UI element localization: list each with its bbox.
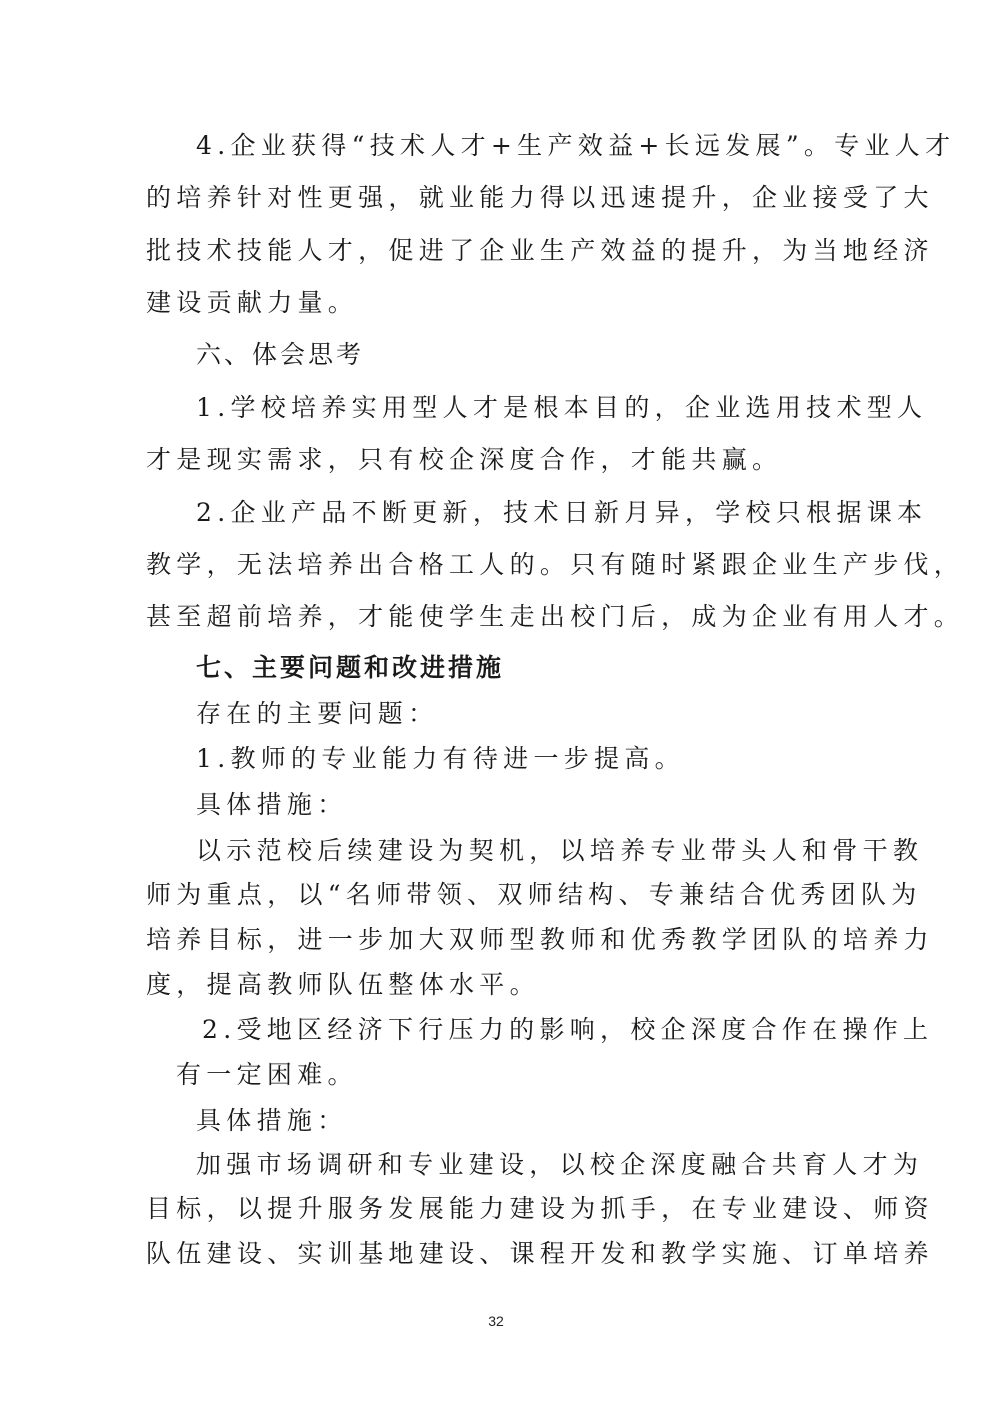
paragraph-line: 具体措施：: [196, 1106, 348, 1135]
paragraph-line: 加强市场调研和专业建设，以校企深度融合共育人才为: [196, 1150, 924, 1179]
paragraph-line: 有一定困难。: [176, 1060, 358, 1089]
paragraph-line: 存在的主要问题：: [196, 699, 439, 728]
paragraph-line: 才是现实需求，只有校企深度合作，才能共赢。: [146, 445, 783, 474]
paragraph-line: 4.企业获得“技术人才+生产效益+长远发展”。专业人才: [196, 131, 956, 160]
paragraph-line: 师为重点，以“名师带领、双师结构、专兼结合优秀团队为: [146, 880, 922, 909]
section-heading: 六、体会思考: [196, 340, 365, 369]
paragraph-line: 建设贡献力量。: [146, 288, 359, 317]
paragraph-line: 2.受地区经济下行压力的影响，校企深度合作在操作上: [202, 1015, 934, 1044]
paragraph-line: 1.教师的专业能力有待进一步提高。: [196, 744, 685, 773]
paragraph-line: 具体措施：: [196, 790, 348, 819]
paragraph-line: 1.学校培养实用型人才是根本目的，企业选用技术型人: [196, 393, 928, 422]
paragraph-line: 批技术技能人才，促进了企业生产效益的提升，为当地经济: [146, 236, 934, 265]
paragraph-line: 教学，无法培养出合格工人的。只有随时紧跟企业生产步伐，: [146, 550, 965, 579]
page-number: 32: [488, 1313, 504, 1329]
paragraph-line: 目标，以提升服务发展能力建设为抓手，在专业建设、师资: [146, 1194, 934, 1223]
section-heading: 七、主要问题和改进措施: [196, 653, 505, 682]
paragraph-line: 甚至超前培养，才能使学生走出校门后，成为企业有用人才。: [146, 602, 965, 631]
paragraph-line: 以示范校后续建设为契机，以培养专业带头人和骨干教: [196, 836, 924, 865]
paragraph-line: 度，提高教师队伍整体水平。: [146, 970, 540, 999]
paragraph-line: 培养目标，进一步加大双师型教师和优秀教学团队的培养力: [146, 925, 934, 954]
paragraph-line: 的培养针对性更强，就业能力得以迅速提升，企业接受了大: [146, 183, 934, 212]
paragraph-line: 队伍建设、实训基地建设、课程开发和教学实施、订单培养: [146, 1239, 934, 1268]
paragraph-line: 2.企业产品不断更新，技术日新月异，学校只根据课本: [196, 498, 928, 527]
